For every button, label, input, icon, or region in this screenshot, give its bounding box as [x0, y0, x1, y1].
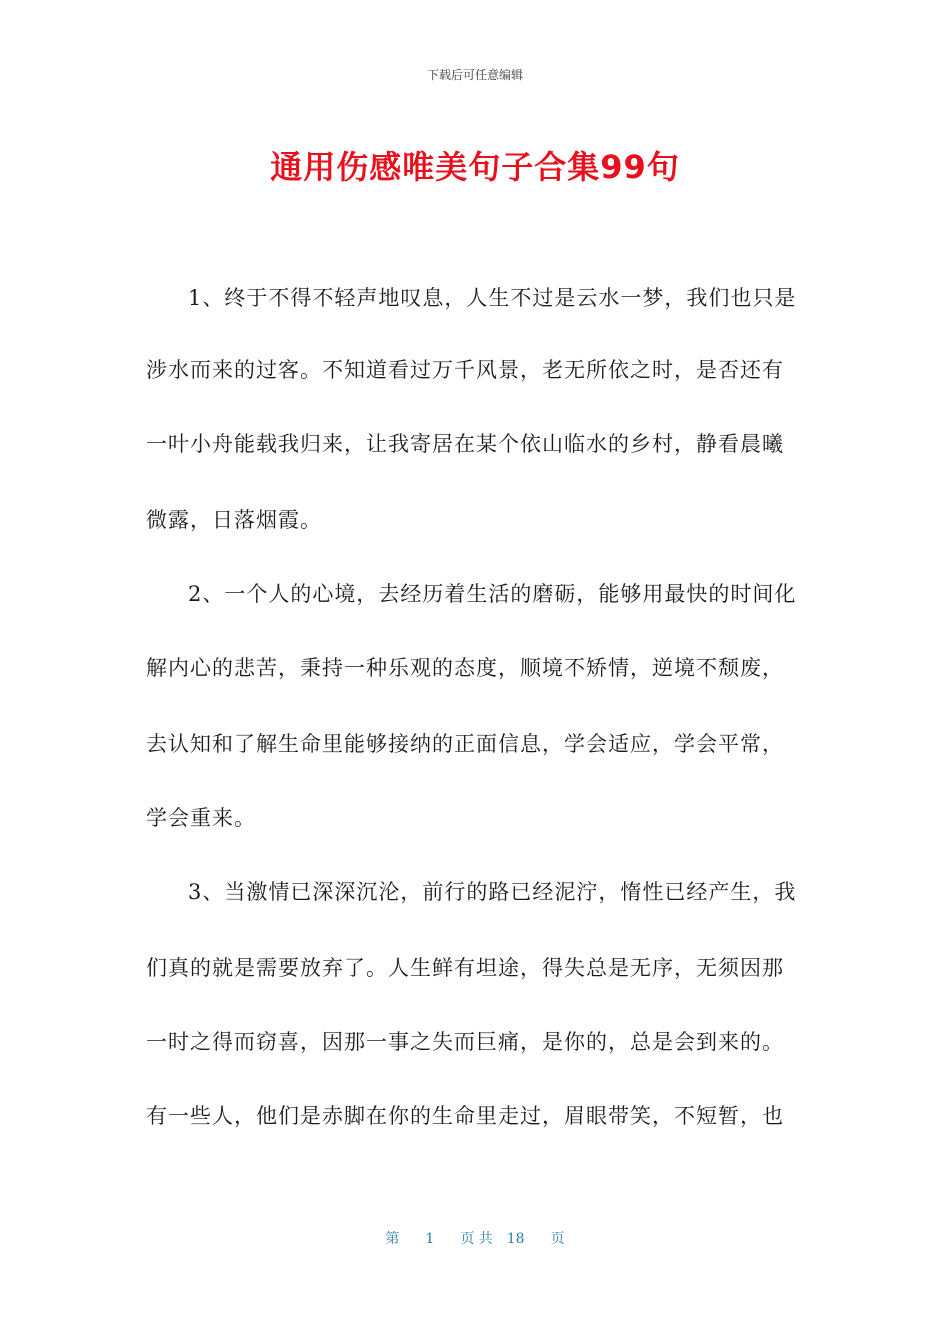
paragraph-2-line-3: 去认知和了解生命里能够接纳的正面信息，学会适应，学会平常，: [146, 732, 784, 756]
paragraph-3-line-4: 有一些人，他们是赤脚在你的生命里走过，眉眼带笑，不短暂，也: [146, 1104, 784, 1128]
paragraph-2-line-1: 2、一个人的心境，去经历着生活的磨砺，能够用最快的时间化: [188, 582, 797, 606]
paragraph-3-line-1: 3、当激情已深深沉沦，前行的路已经泥泞，惰性已经产生，我: [188, 880, 797, 904]
paragraph-1-line-2: 涉水而来的过客。不知道看过万千风景，老无所依之时，是否还有: [146, 358, 784, 382]
footer-label-ye-gong: 页 共: [460, 1231, 493, 1247]
paragraph-2-line-2: 解内心的悲苦，秉持一种乐观的态度，顺境不矫情，逆境不颓废，: [146, 656, 784, 680]
paragraph-1-line-3: 一叶小舟能载我归来，让我寄居在某个依山临水的乡村，静看晨曦: [146, 432, 784, 456]
footer-label-di: 第: [385, 1231, 400, 1247]
paragraph-1-line-1: 1、终于不得不轻声地叹息，人生不过是云水一梦，我们也只是: [188, 286, 797, 310]
footer-page-number: 1: [425, 1231, 435, 1247]
footer-label-ye: 页: [550, 1231, 565, 1247]
paragraph-1-line-4: 微露，日落烟霞。: [146, 508, 322, 532]
footer-total-pages: 18: [506, 1231, 525, 1247]
paragraph-2-line-4: 学会重来。: [146, 806, 256, 830]
paragraph-3-line-3: 一时之得而窃喜，因那一事之失而巨痛，是你的，总是会到来的。: [146, 1030, 784, 1054]
paragraph-3-line-2: 们真的就是需要放弃了。人生鲜有坦途，得失总是无序，无须因那: [146, 956, 784, 980]
header-note: 下载后可任意编辑: [426, 68, 523, 82]
page-footer: [0, 1228, 950, 1248]
document-title: 通用伤感唯美句子合集99句: [270, 148, 680, 186]
